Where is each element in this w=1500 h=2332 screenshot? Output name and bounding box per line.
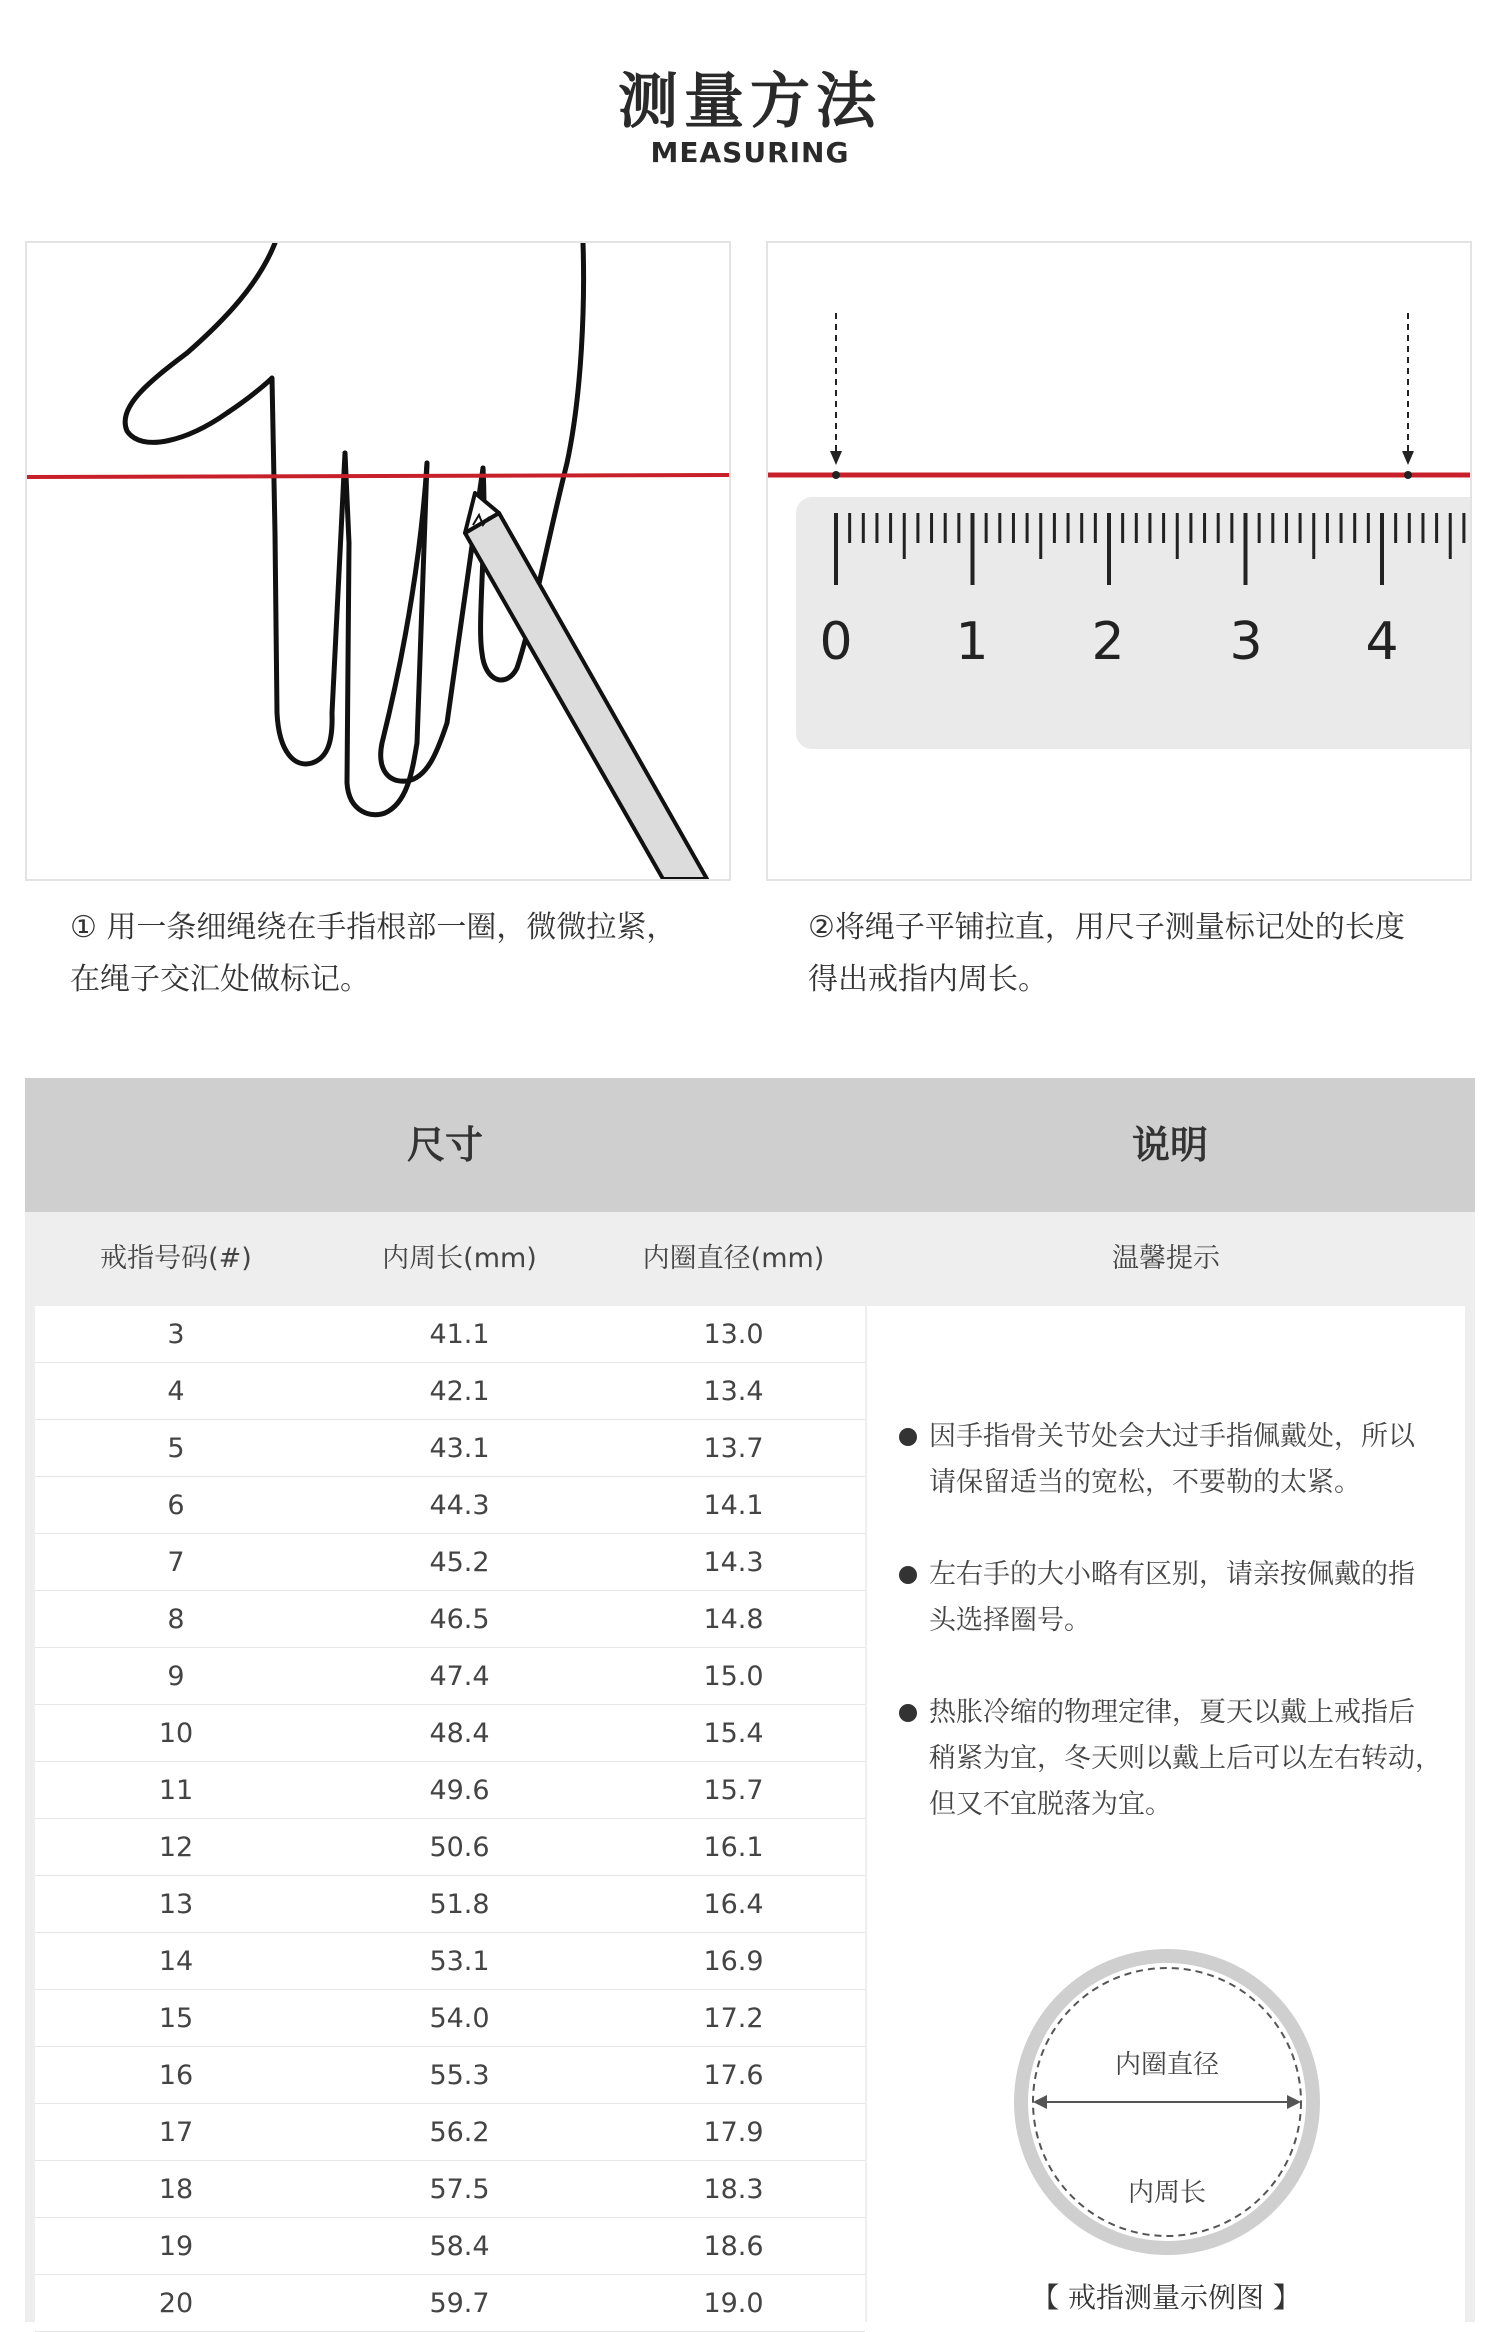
diameter-cell: 14.8: [703, 1604, 764, 1635]
ring-size-cell: 10: [158, 1718, 194, 1749]
tip-line: 左右手的大小略有区别，请亲按佩戴的指: [929, 1559, 1415, 1590]
step-1-caption-line: 在绳子交汇处做标记。: [70, 962, 370, 997]
tip-item: [929, 1414, 1449, 1506]
circumference-cell: 47.4: [429, 1661, 490, 1692]
size-table-rows: [35, 1306, 865, 2322]
diameter-cell: 17.6: [703, 2060, 764, 2091]
hand-illustration: [27, 243, 729, 879]
diameter-cell: 13.7: [703, 1433, 764, 1464]
column-header-diameter: 内圈直径(mm): [642, 1243, 825, 1274]
diameter-cell: 14.1: [703, 1490, 764, 1521]
tip-line: 因手指骨关节处会大过手指佩戴处，所以: [929, 1421, 1415, 1452]
circumference-cell: 53.1: [429, 1946, 490, 1977]
tip-line: 热胀冷缩的物理定律，夏天以戴上戒指后: [929, 1697, 1415, 1728]
ring-size-cell: 13: [158, 1889, 194, 1920]
diameter-cell: 16.1: [703, 1832, 764, 1863]
tip-item: [929, 1690, 1449, 1828]
ring-size-cell: 4: [167, 1376, 185, 1407]
table-row: [35, 1705, 865, 1762]
ruler-illustration: [768, 243, 1470, 879]
bullet-icon: [899, 1428, 917, 1446]
diameter-cell: 17.2: [703, 2003, 764, 2034]
circumference-cell: 43.1: [429, 1433, 490, 1464]
table-row: [35, 1648, 865, 1705]
table-row: [35, 1591, 865, 1648]
diameter-cell: 18.3: [703, 2174, 764, 2205]
circumference-cell: 48.4: [429, 1718, 490, 1749]
column-header-circumference: 内周长(mm): [382, 1243, 537, 1274]
table-row: [35, 2104, 865, 2161]
table-row: [35, 1933, 865, 1990]
diameter-cell: 15.4: [703, 1718, 764, 1749]
size-table-column-headers: [25, 1212, 1475, 1306]
diameter-cell: 15.7: [703, 1775, 764, 1806]
mark-arrow-icon: [830, 313, 842, 479]
bullet-icon: [899, 1704, 917, 1722]
ring-size-cell: 14: [158, 1946, 194, 1977]
ring-size-cell: 19: [158, 2231, 194, 2262]
ruler-label-3: 3: [1229, 612, 1263, 672]
circumference-cell: 51.8: [429, 1889, 490, 1920]
size-group-header: 尺寸: [406, 1123, 483, 1167]
circumference-cell: 57.5: [429, 2174, 490, 2205]
circumference-cell: 59.7: [429, 2288, 490, 2319]
column-header-tips: 温馨提示: [1112, 1243, 1220, 1274]
diameter-cell: 14.3: [703, 1547, 764, 1578]
table-row: [35, 2275, 865, 2332]
tips-panel: [867, 1306, 1465, 2322]
circumference-cell: 58.4: [429, 2231, 490, 2262]
ring-size-cell: 17: [158, 2117, 194, 2148]
ring-size-cell: 16: [158, 2060, 194, 2091]
diameter-cell: 13.0: [703, 1319, 764, 1350]
table-row: [35, 1363, 865, 1420]
step-2-caption-line: ②将绳子平铺拉直，用尺子测量标记处的长度: [808, 910, 1405, 945]
ring-diagram: [1009, 1944, 1325, 2260]
hand-illustration-panel: [25, 241, 731, 881]
tip-item: [929, 1552, 1449, 1644]
ring-circumference-label: 内周长: [1127, 2178, 1206, 2208]
table-row: [35, 1420, 865, 1477]
diameter-cell: 19.0: [703, 2288, 764, 2319]
table-row: [35, 1534, 865, 1591]
circumference-cell: 55.3: [429, 2060, 490, 2091]
tip-line: 稍紧为宜，冬天则以戴上后可以左右转动，: [929, 1743, 1442, 1774]
table-row: [35, 2218, 865, 2275]
table-row: [35, 1819, 865, 1876]
diameter-cell: 13.4: [703, 1376, 764, 1407]
circumference-cell: 45.2: [429, 1547, 490, 1578]
ring-size-cell: 6: [167, 1490, 185, 1521]
ring-size-cell: 5: [167, 1433, 185, 1464]
page-subtitle: MEASURING: [650, 136, 850, 169]
mark-arrow-icon: [1402, 313, 1414, 479]
diameter-cell: 17.9: [703, 2117, 764, 2148]
ruler-illustration-panel: [766, 241, 1472, 881]
ring-size-cell: 15: [158, 2003, 194, 2034]
tip-line: 头选择圈号。: [929, 1605, 1091, 1636]
circumference-cell: 44.3: [429, 1490, 490, 1521]
circumference-cell: 42.1: [429, 1376, 490, 1407]
step-1-caption-line: ① 用一条细绳绕在手指根部一圈，微微拉紧，: [70, 910, 677, 945]
circumference-cell: 54.0: [429, 2003, 490, 2034]
step-2-caption-line: 得出戒指内周长。: [808, 962, 1048, 997]
table-row: [35, 2161, 865, 2218]
ring-diagram-caption: 【 戒指测量示例图 】: [1031, 2281, 1301, 2314]
table-row: [35, 1477, 865, 1534]
ring-diameter-label: 内圈直径: [1114, 2050, 1219, 2080]
circumference-cell: 46.5: [429, 1604, 490, 1635]
ruler-label-2: 2: [1091, 612, 1125, 672]
table-row: [35, 1306, 865, 1363]
step-2-caption: [808, 902, 1468, 1006]
ring-size-cell: 11: [158, 1775, 194, 1806]
ring-size-cell: 8: [167, 1604, 185, 1635]
pen-icon: [465, 493, 707, 879]
tip-line: 请保留适当的宽松，不要勒的太紧。: [929, 1467, 1361, 1498]
ring-size-cell: 18: [158, 2174, 194, 2205]
ring-size-cell: 9: [167, 1661, 185, 1692]
ruler-label-4: 4: [1365, 612, 1399, 672]
circumference-cell: 41.1: [429, 1319, 490, 1350]
tip-line: 但又不宜脱落为宜。: [929, 1789, 1172, 1820]
ring-size-cell: 3: [167, 1319, 185, 1350]
diameter-cell: 16.4: [703, 1889, 764, 1920]
ring-size-cell: 7: [167, 1547, 185, 1578]
ring-size-cell: 12: [158, 1832, 194, 1863]
circumference-cell: 50.6: [429, 1832, 490, 1863]
circumference-cell: 49.6: [429, 1775, 490, 1806]
ring-size-cell: 20: [158, 2288, 194, 2319]
table-row: [35, 1876, 865, 1933]
circumference-cell: 56.2: [429, 2117, 490, 2148]
diameter-cell: 18.6: [703, 2231, 764, 2262]
bullet-icon: [899, 1566, 917, 1584]
ruler-label-0: 0: [819, 612, 853, 672]
page-title: 测量方法: [618, 67, 882, 137]
table-row: [35, 2047, 865, 2104]
step-1-caption: [70, 902, 730, 1006]
description-group-header: 说明: [1131, 1123, 1208, 1167]
ruler-label-1: 1: [955, 612, 989, 672]
size-table-header: [25, 1078, 1475, 1212]
table-row: [35, 1762, 865, 1819]
diameter-cell: 15.0: [703, 1661, 764, 1692]
column-header-ring-size: 戒指号码(#): [100, 1243, 252, 1274]
table-row: [35, 1990, 865, 2047]
diameter-cell: 16.9: [703, 1946, 764, 1977]
size-table-body: [25, 1306, 1475, 2322]
